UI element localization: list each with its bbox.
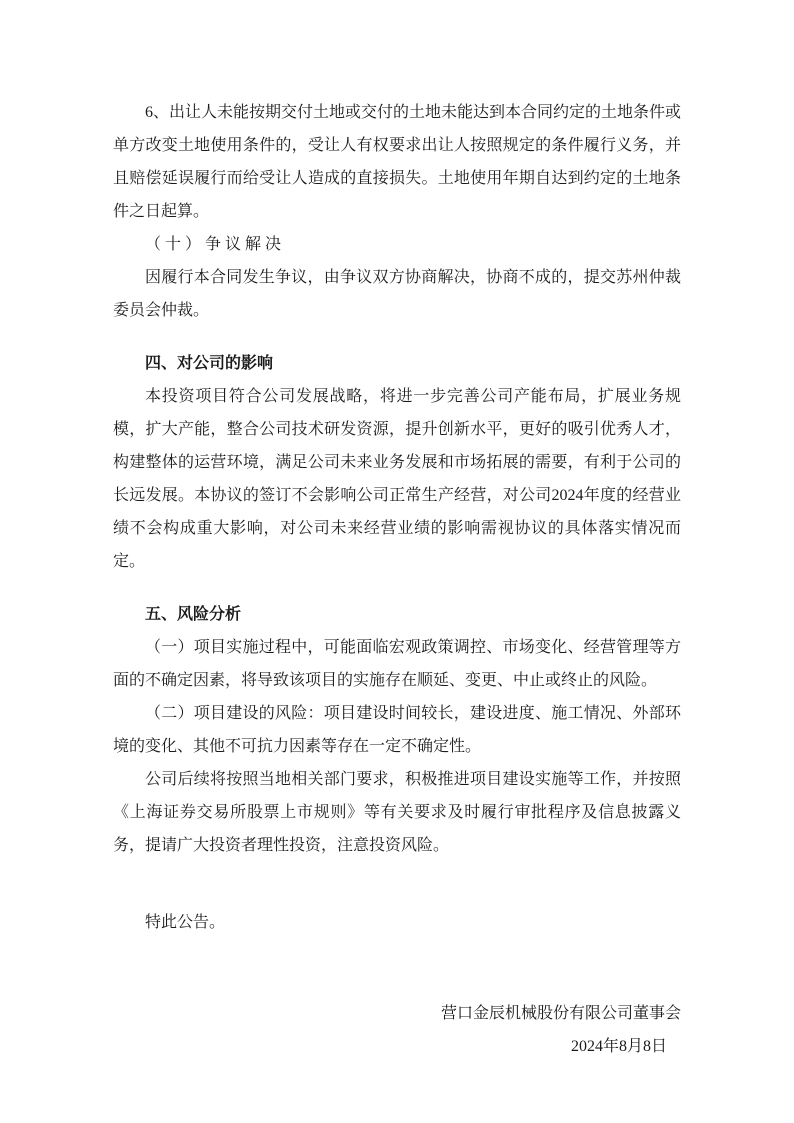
pre-closing-gap	[113, 862, 681, 906]
section-gap	[113, 578, 681, 598]
section-gap	[113, 327, 681, 347]
heading-impact-on-company: 四、对公司的影响	[145, 355, 274, 372]
paragraph-risk-construction: （二）项目建设的风险：项目建设时间较长，建设进度、施工情况、外部环境的变化、其他不可抗力因素等存在一定不确定性。	[113, 705, 681, 755]
paragraph-impact-on-company: 本投资项目符合公司发展战略，将进一步完善公司产能布局，扩展业务规模，扩大产能，整合公司技术研发资源，提升创新水平，更好的吸引优秀人才，构建整体的运营环境，满足公司未来业务发展和市场拓展的需要，有利于公司的长远发展。本协议的签订不会影响公司正常生产经营，对公司2024年度的经营业绩不会构成重大影响，对公司未来经营业绩的影响需视协议的具体落实情况而定。	[113, 388, 681, 570]
closing-statement: 特此公告。	[145, 914, 226, 931]
paragraph-followup-disclosure: 公司后续将按照当地相关部门要求，积极推进项目建设实施等工作，并按照《上海证券交易所股票上市规则》等有关要求及时履行审批程序及信息披露义务，提请广大投资者理性投资，注意投资风险。	[113, 771, 681, 854]
subheading-dispute-resolution: （十）争议解决	[145, 236, 286, 253]
paragraph-arbitration: 因履行本合同发生争议，由争议双方协商解决，协商不成的，提交苏州仲裁委员会仲裁。	[113, 269, 681, 319]
paragraph-risk-implementation: （一）项目实施过程中，可能面临宏观政策调控、市场变化、经营管理等方面的不确定因素，将导致该项目的实施存在顺延、变更、中止或终止的风险。	[113, 639, 681, 689]
heading-risk-analysis: 五、风险分析	[145, 606, 242, 623]
signature-date: 2024年8月8日	[570, 1038, 667, 1055]
pre-signature-gap	[113, 939, 681, 997]
signature-company: 营口金辰机械股份有限公司董事会	[440, 1005, 681, 1022]
paragraph-land-delivery-clause: 6、出让人未能按期交付土地或交付的土地未能达到本合同约定的土地条件或单方改变土地使用条件的，受让人有权要求出让人按照规定的条件履行义务，并且赔偿延误履行而给受让人造成的直接损失。土地使用年期自达到约定的土地条件之日起算。	[113, 104, 682, 220]
